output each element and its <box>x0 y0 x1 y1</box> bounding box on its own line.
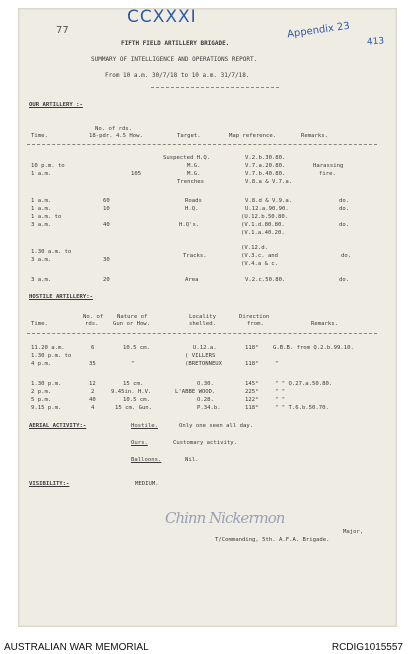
col-shelled: shelled. <box>189 321 216 327</box>
handwritten-signature: Chinn Nickermon <box>165 509 285 527</box>
table-row-remarks: do. <box>339 206 350 212</box>
table-row-remarks: do. <box>339 277 350 283</box>
report-title: SUMMARY OF INTELLIGENCE AND OPERATIONS REPORT. <box>91 56 258 63</box>
table-row-remarks: fire. <box>319 171 336 177</box>
table-row-direction: 145° <box>245 381 259 387</box>
table-row-map: (V.4.a & c. <box>241 261 279 267</box>
table-row-remarks: " " <box>275 397 286 403</box>
table-row-time: 1 a.m. <box>31 171 52 177</box>
table-row-direction: 118° <box>245 345 259 351</box>
report-period: From 10 a.m. 30/7/18 to 10 a.m. 31/7/18. <box>105 72 250 79</box>
table-row-map: V.2.c.50.80. <box>245 277 286 283</box>
signatory-rank: Major, <box>343 529 364 535</box>
table-row-target: M.G. <box>187 171 201 177</box>
visibility-heading: VISIBILITY:- <box>29 481 70 487</box>
col-guns: 18-pdr. 4.5 How. <box>89 133 143 139</box>
table-row-time: 10 p.m. to <box>31 163 65 169</box>
footer-record-id: RCDIG1015557 <box>331 642 403 653</box>
table-row-nature: 10.5 cm. <box>123 345 150 351</box>
table-row-map: (V.3.c. and <box>241 253 279 259</box>
appendix-annotation: Appendix 23 <box>286 20 351 41</box>
col-map-reference: Map reference. <box>229 133 277 139</box>
col-from: from. <box>247 321 264 327</box>
col-time: Time. <box>31 133 48 139</box>
table-row-time: 1.30 p.m. <box>31 381 62 387</box>
table-row-time: 1.30 a.m. to <box>31 249 72 255</box>
table-row-remarks: " <box>275 361 279 367</box>
table-row-time: 3 a.m. <box>31 257 52 263</box>
table-row-remarks: " " <box>275 389 286 395</box>
col-time: Time. <box>31 321 48 327</box>
table-row-direction: 118° <box>245 361 259 367</box>
table-row-map: V.7.b.40.80. <box>245 171 286 177</box>
table-row-nature: " <box>131 361 135 367</box>
table-row-target: H.Q. <box>185 206 199 212</box>
table-row-target: H.Q's. <box>179 222 200 228</box>
table-row-time: 11.20 a.m. <box>31 345 65 351</box>
table-row-locality: O.28. <box>197 397 214 403</box>
table-row-time: 2 p.m. <box>31 389 52 395</box>
table-row-remarks: do. <box>339 222 350 228</box>
document-page <box>18 8 397 627</box>
table-row-rds18: 20 <box>103 277 110 283</box>
brigade-heading: FIFTH FIELD ARTILLERY BRIGADE. <box>121 40 230 47</box>
table-row-rds: 2 <box>91 389 95 395</box>
page-number-annotation: 413 <box>366 36 385 48</box>
table-row-map: V.2.b.30.80. <box>245 155 286 161</box>
signatory-role: T/Commanding, 5th. A.F.A. Brigade. <box>215 537 330 543</box>
table-row-direction: 118° <box>245 405 259 411</box>
col-no-of: No. of <box>83 314 104 320</box>
table-row-map: (U.12.b.50.80. <box>241 214 289 220</box>
aerial-hostile-label: Hostile. <box>131 423 158 429</box>
our-artillery-heading: OUR ARTILLERY :- <box>29 102 83 108</box>
table-row-time: 3 a.m. <box>31 222 52 228</box>
aerial-ours-text: Customary activity. <box>173 440 237 446</box>
table-row-map: (V.12.d. <box>241 245 268 251</box>
table-row-time: 1.30 p.m. to <box>31 353 72 359</box>
header-rule <box>151 87 279 88</box>
visibility-value: MEDIUM. <box>135 481 159 487</box>
table-row-remarks: " " O.27.a.50.80. <box>275 381 333 387</box>
table-row-map: U.12.a.90.90. <box>245 206 289 212</box>
table-row-target: Suspected H.Q. <box>163 155 211 161</box>
col-direction: Direction <box>239 314 270 320</box>
table-row-rds18: 10 <box>103 206 110 212</box>
col-remarks: Remarks. <box>311 321 338 327</box>
table-row-time: 4 p.m. <box>31 361 52 367</box>
table-row-locality: U.12.a. <box>193 345 217 351</box>
table-row-target: Trenches <box>177 179 204 185</box>
hostile-artillery-rule <box>27 333 377 334</box>
table-row-nature: 15 cm. Gun. <box>115 405 153 411</box>
table-row-remarks: Harassing <box>313 163 344 169</box>
table-row-locality: L'ABBE WOOD. <box>175 389 216 395</box>
table-row-direction: 122° <box>245 397 259 403</box>
table-row-rds: 4 <box>91 405 95 411</box>
table-row-locality: P.34.b. <box>197 405 221 411</box>
table-row-rds45: 105 <box>131 171 142 177</box>
col-no-of-rds: No. of rds. <box>95 126 133 132</box>
table-row-remarks: do. <box>339 198 350 204</box>
archive-footer <box>0 628 409 654</box>
table-row-nature: 9.45in. H.V. <box>111 389 152 395</box>
aerial-balloons-label: Balloons. <box>131 457 162 463</box>
table-row-rds18: 60 <box>103 198 110 204</box>
aerial-balloons-text: Nil. <box>185 457 199 463</box>
table-row-time: 9.15 p.m. <box>31 405 62 411</box>
table-row-rds18: 30 <box>103 257 110 263</box>
table-row-rds: 6 <box>91 345 95 351</box>
our-artillery-rule <box>27 144 377 145</box>
table-row-map: (V.1.a.40.20. <box>241 230 285 236</box>
table-row-map: V.8.d & V.9.a. <box>245 198 293 204</box>
aerial-hostile-text: Only one seen all day. <box>179 423 254 429</box>
col-remarks: Remarks. <box>301 133 328 139</box>
table-row-rds: 40 <box>89 397 96 403</box>
col-nature: Nature of <box>117 314 148 320</box>
table-row-direction: 225° <box>245 389 259 395</box>
table-row-target: M.G. <box>187 163 201 169</box>
table-row-map: (V.1.d.80.80. <box>241 222 285 228</box>
table-row-locality: O.30. <box>197 381 214 387</box>
table-row-locality: ( VILLERS <box>185 353 216 359</box>
table-row-rds: 12 <box>89 381 96 387</box>
table-row-map: V.8.a & V.7.a. <box>245 179 293 185</box>
aerial-ours-label: Ours. <box>131 440 148 446</box>
hostile-artillery-heading: HOSTILE ARTILLERY:- <box>29 294 93 300</box>
table-row-remarks: G.B.B. from Q.2.b.99.10. <box>273 345 354 351</box>
table-row-time: 5 p.m. <box>31 397 52 403</box>
table-row-time: 3 a.m. <box>31 277 52 283</box>
table-row-time: 1 a.m. <box>31 206 52 212</box>
table-row-map: V.7.a.20.80. <box>245 163 286 169</box>
col-gun-or-how: Gun or How. <box>113 321 151 327</box>
col-locality: Locality <box>189 314 216 320</box>
col-rds: rds. <box>85 321 99 327</box>
table-row-remarks: " " T.6.b.50.70. <box>275 405 329 411</box>
table-row-time: 1 a.m. to <box>31 214 62 220</box>
table-row-locality: (BRETONNEUX <box>185 361 223 367</box>
table-row-target: Tracks. <box>183 253 207 259</box>
col-target: Target. <box>177 133 201 139</box>
table-row-rds18: 40 <box>103 222 110 228</box>
table-row-nature: 15 cm. <box>123 381 144 387</box>
table-row-rds: 35 <box>89 361 96 367</box>
table-row-remarks: do. <box>341 253 352 259</box>
table-row-target: Area <box>185 277 199 283</box>
folio-number: 77 <box>56 25 69 36</box>
aerial-activity-heading: AERIAL ACTIVITY:- <box>29 423 87 429</box>
table-row-nature: 10.5 cm. <box>123 397 150 403</box>
table-row-time: 1 a.m. <box>31 198 52 204</box>
reference-number: CCXXXI <box>127 7 197 27</box>
footer-institution: AUSTRALIAN WAR MEMORIAL <box>4 642 149 653</box>
table-row-target: Roads <box>185 198 202 204</box>
